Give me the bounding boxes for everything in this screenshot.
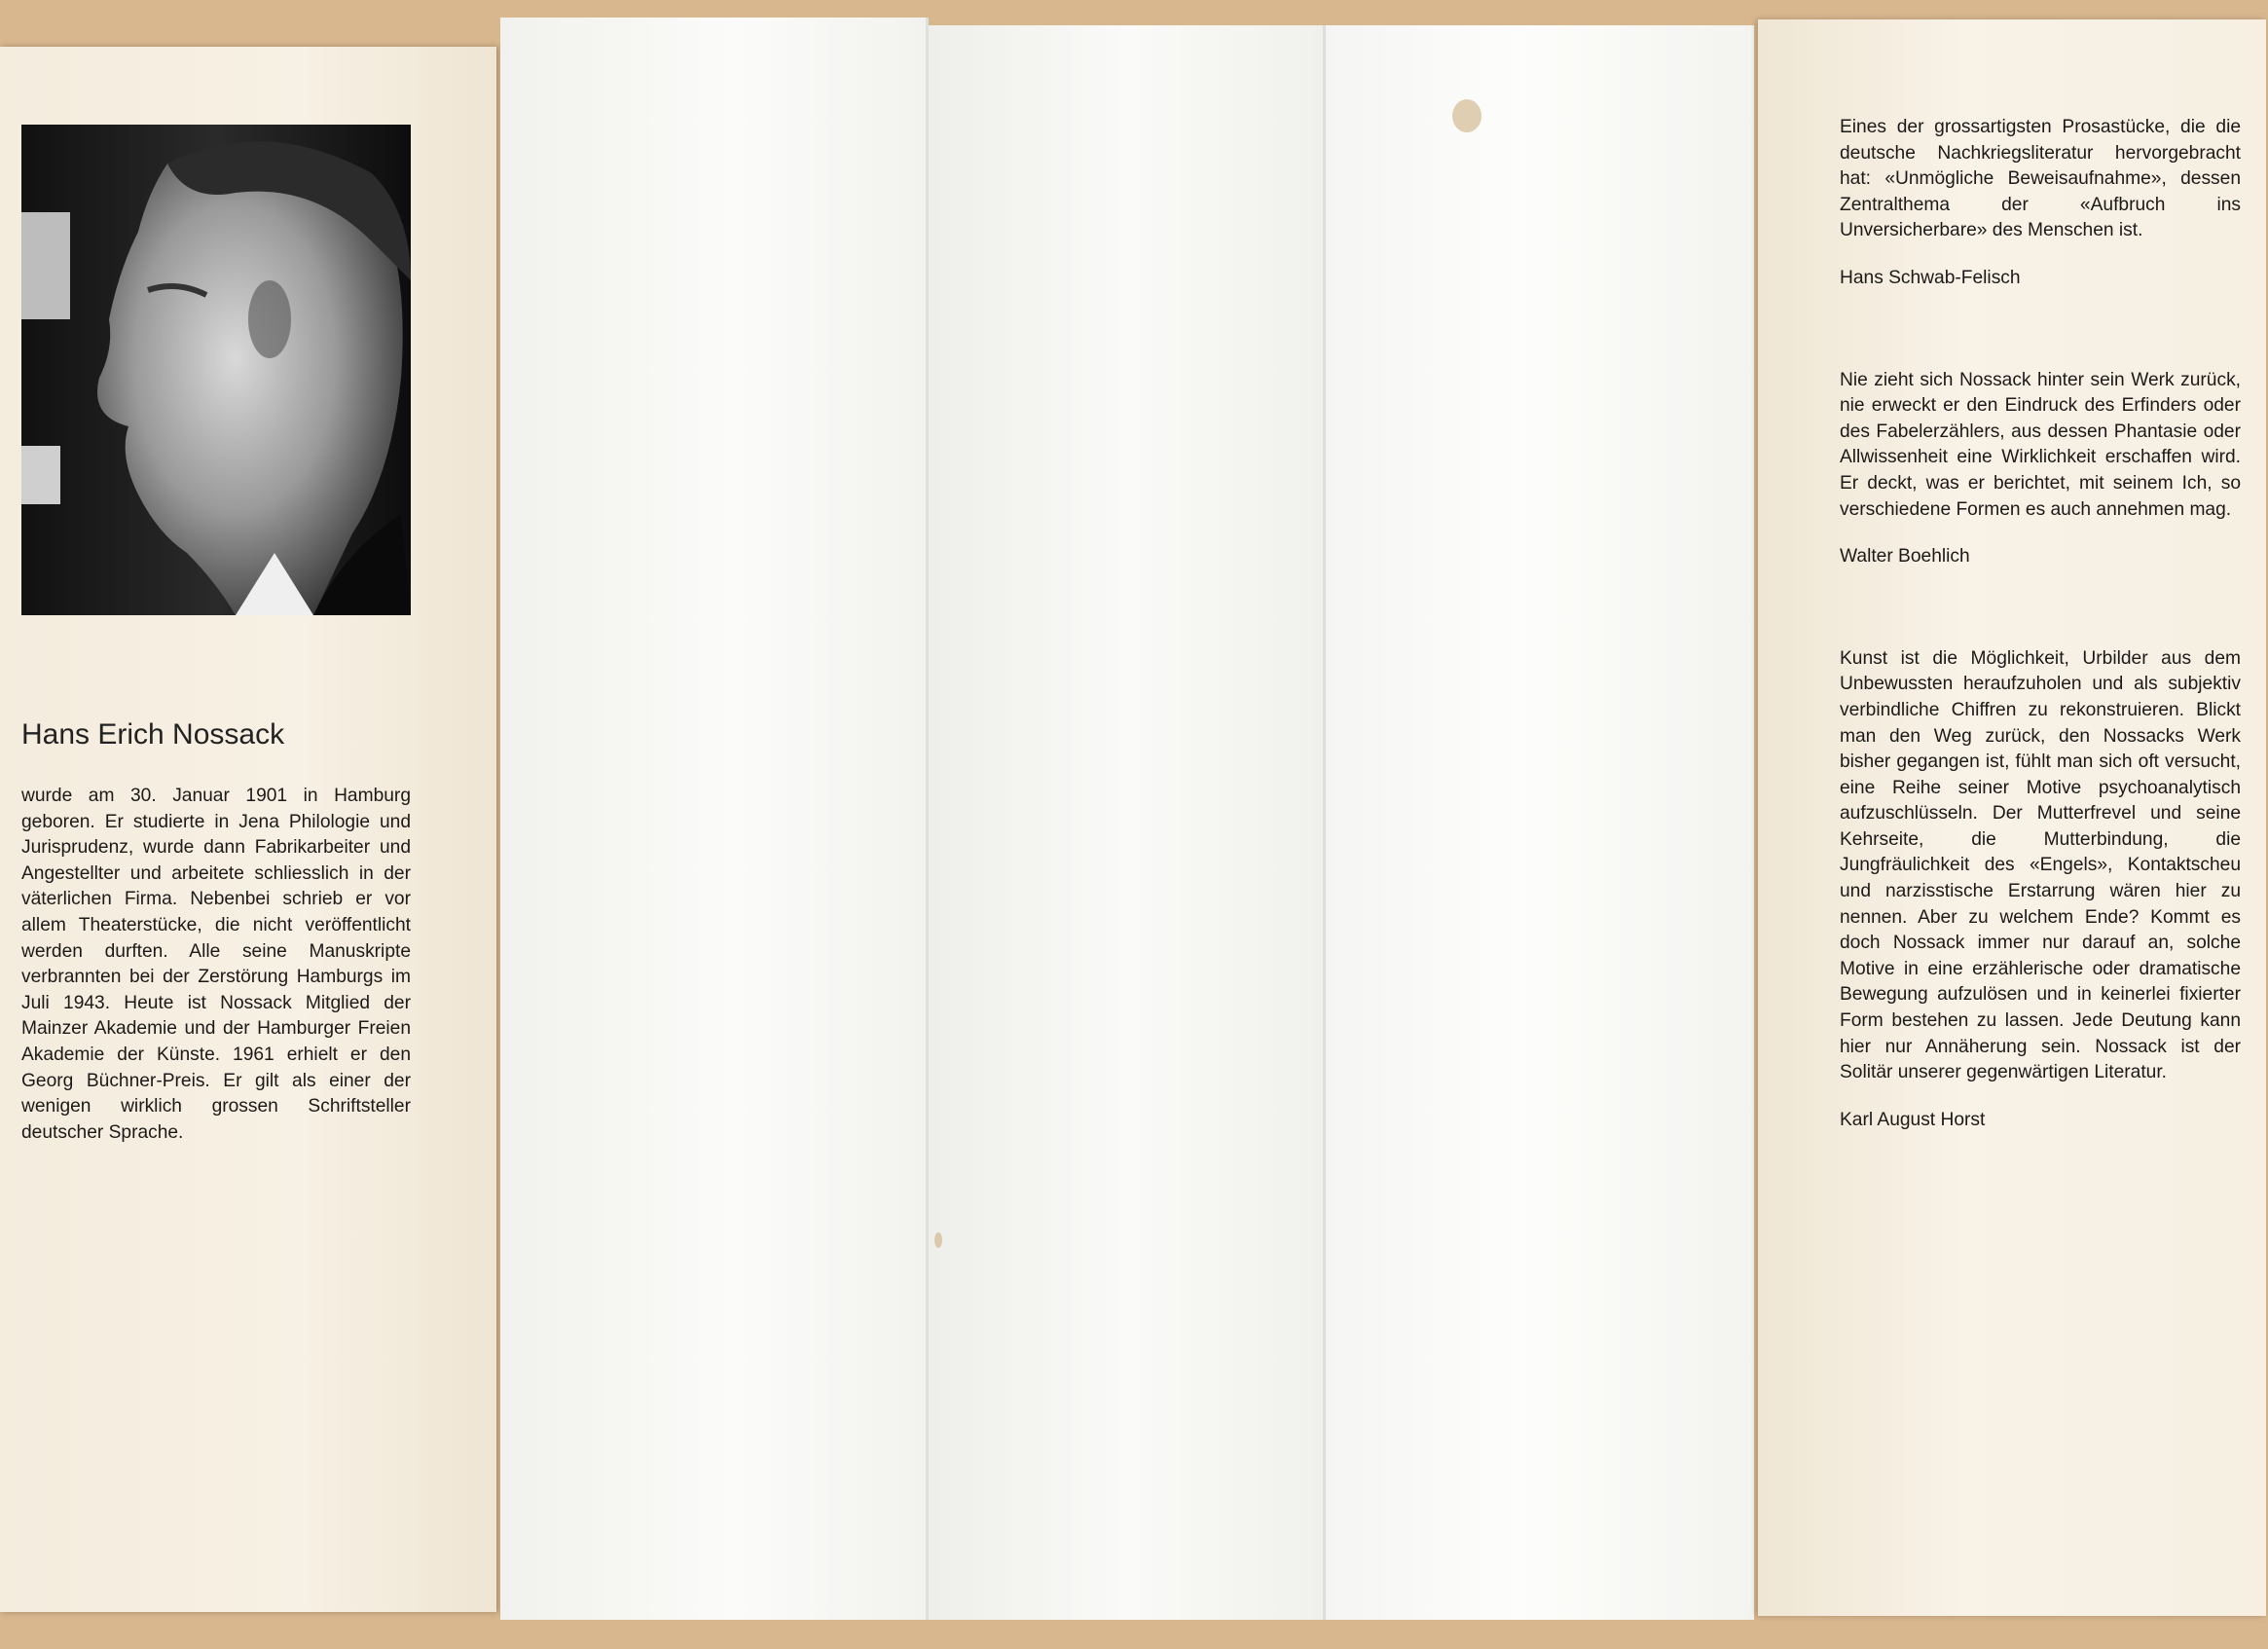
jacket-inner-panel bbox=[929, 25, 1326, 1620]
quote-text: Nie zieht sich Nossack hinter sein Werk zurück, nie erweckt er den Eindruck des Erfinders oder des Fabelerzählers, aus dessen Phantasie oder Allwissenheit eine Wirklichkeit erschaffen wird. Er deckt, was er berichtet, mit seinem Ich, so verschiedene Formen es auch annehmen mag. bbox=[1840, 369, 2241, 520]
quote-author: Walter Boehlich bbox=[1840, 546, 1970, 568]
quote-list bbox=[1840, 115, 2241, 1133]
author-biography: wurde am 30. Januar 1901 in Hamburg geboren. Er studierte in Jena Philologie und Jurisprudenz, wurde dann Fabrikarbeiter und Angestellter und arbeitete schliesslich in der väterlichen Firma. Nebenbei schrieb er vor allem Theaterstücke, die nicht veröffentlicht werden durften. Alle seine Manuskripte verbrannten bei der Zerstörung Hamburgs im Juli 1943. Heute ist Nossack Mitglied der Mainzer Akademie und der Hamburger Freien Akademie der Künste. 1961 erhielt er den Georg Büchner-Preis. Er gilt als einer der wenigen wirklich grossen Schriftsteller deutscher Sprache. bbox=[21, 786, 411, 1143]
quote-author: Hans Schwab-Felisch bbox=[1840, 267, 2021, 288]
quote-text: Kunst ist die Möglichkeit, Urbilder aus dem Unbewussten heraufzuholen und als subjektiv verbindliche Chiffren zu rekonstruieren. Blickt man den Weg zurück, den Nossacks Werk bisher gegangen ist, fühlt man sich oft versucht, eine Reihe seiner Motive psychoanalytisch aufzuschlüsseln. Der Mutterfrevel und seine Kehrseite, die Mutterbindung, die Jungfräulichkeit des «Engels», Kontaktscheu und narzisstische Erstarrung wären hier zu nennen. Aber zu welchem Ende? Kommt es doch Nossack immer nur darauf an, solche Motive in eine erzählerische oder dramatische Bewegung aufzulösen und in keinerlei fixierter Form bestehen zu lassen. Jede Deutung kann hier nur Annäherung sein. Nossack ist der Solitär unserer gegenwärtigen Literatur. bbox=[1840, 647, 2241, 1083]
left-flap bbox=[0, 47, 496, 1612]
quote-block bbox=[1840, 646, 2241, 1134]
stain-mark bbox=[1452, 99, 1482, 132]
quote-block bbox=[1840, 368, 2241, 570]
jacket-inner-panel bbox=[1326, 25, 1754, 1620]
portrait-photo bbox=[21, 125, 411, 615]
author-portrait bbox=[21, 125, 411, 615]
quote-author: Karl August Horst bbox=[1840, 1109, 1986, 1130]
jacket-inner-panel bbox=[500, 18, 929, 1620]
author-name: Hans Erich Nossack bbox=[21, 718, 285, 751]
quote-block bbox=[1840, 115, 2241, 292]
right-flap bbox=[1758, 19, 2266, 1616]
stain-mark bbox=[934, 1232, 942, 1248]
quote-text: Eines der grossartigsten Prosastücke, die die deutsche Nachkriegsliteratur hervorgebracht hat: «Unmögliche Beweisaufnahme», dessen Zentralthema der «Aufbruch ins Unversicherbare» des Menschen ist. bbox=[1840, 117, 2241, 241]
